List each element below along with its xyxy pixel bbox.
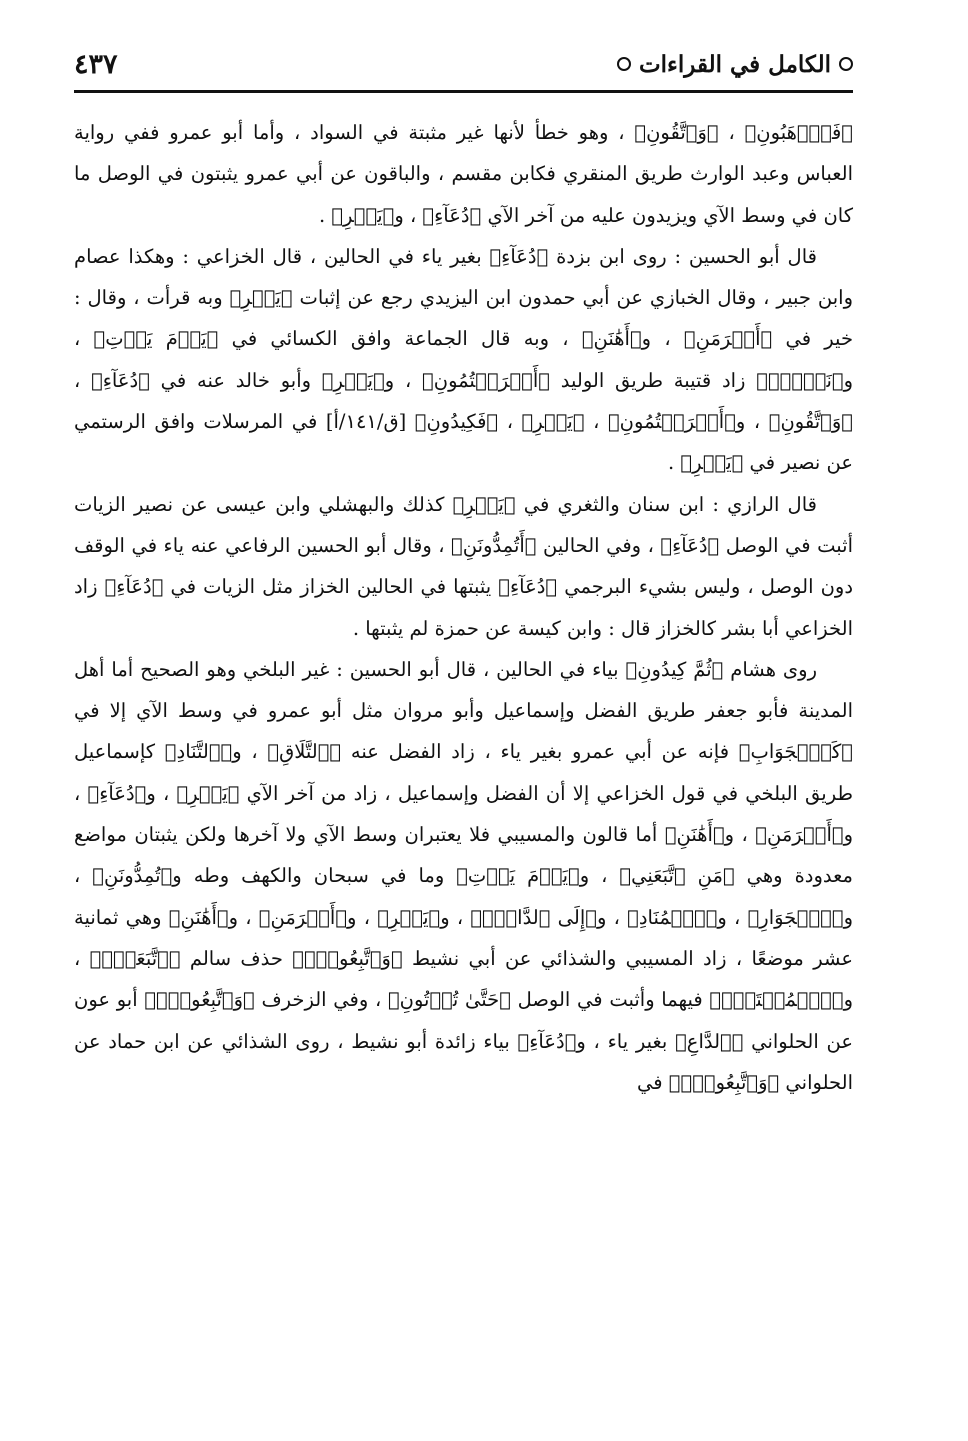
running-title xyxy=(617,51,853,78)
running-title-text: الكامل في القراءات xyxy=(639,50,831,78)
page-body xyxy=(74,112,853,1103)
circle-ornament-icon xyxy=(839,57,853,71)
page-number: ٤٣٧ xyxy=(74,48,118,80)
page-header xyxy=(74,38,853,93)
circle-ornament-icon xyxy=(617,57,631,71)
paragraph: قال الرازي : ابن سنان والثغري في ﴿يَسۡرِ﴾ كذلك والبهشلي وابن عيسى عن نصير الزيات أثبت في الوصل ﴿دُعَآءِ﴾ ، وفي الحالين ﴿أَتُمِدُّونَنِ﴾ ، وقال أبو الحسين الرفاعي عنه ياء في الوقف دون الوصل ، وليس بشيء البرجمي ﴿دُعَآءِ﴾ يثبتها في الحالين الخزاز مثل الزيات في ﴿دُعَآءِ﴾ زاد الخزاعي أبا بشر كالخزاز قال : وابن كيسة عن حمزة لم يثبتها . xyxy=(74,492,853,640)
paragraph: قال أبو الحسين : روى ابن بزدة ﴿دُعَآءِ﴾ بغير ياء في الحالين ، قال الخزاعي : وهكذا عصام وابن جبير ، وقال الخبازي عن أبي حمدون ابن اليزيدي رجع عن إثبات ﴿يَسۡرِ﴾ وبه قرأت ، وقال : خير في ﴿أَكۡرَمَنِ﴾ ، و﴿أَهَٰنَنِ﴾ ، وبه قال الجماعة وافق الكسائي في ﴿يَوۡمَ يَأۡتِ﴾ ، و﴿نَبۡغِۚ﴾ زاد قتيبة طريق الوليد ﴿أَشۡرَكۡتُمُونِ﴾ ، و﴿يَسۡرِ﴾ وأبو خالد عنه في ﴿دُعَآءِ﴾ ، ﴿وَٱتَّقُونِ﴾ ، و﴿أَشۡرَكۡتُمُونِ﴾ ، ﴿يَسۡرِ﴾ ، ﴿فَكِيدُونِ﴾ [ق/١٤١/أ] في المرسلات وافق الرستمي عن نصير في ﴿يَسۡرِ﴾ . xyxy=(74,244,853,475)
paragraph: روى هشام ﴿ثُمَّ كِيدُونِ﴾ بياء في الحالين ، قال أبو الحسين : غير البلخي وهو الصحيح أما أهل المدينة فأبو جعفر طريق الفضل وإسماعيل وأبو مروان مثل أبو عمرو في وسط الآي إلا في ﴿كَٱلۡجَوَابِ﴾ فإنه عن أبي عمرو بغير ياء ، زاد الفضل عنه ﴿ٱلتَّلَاقِ﴾ ، و﴿ٱلتَّنَادِ﴾ كإسماعيل طريق البلخي في قول الخزاعي إلا أن الفضل وإسماعيل ، زاد من آخر الآي ﴿يَسۡرِ﴾ ، و﴿دُعَآءِ﴾ ، و﴿أَكۡرَمَنِ﴾ ، و﴿أَهَٰنَنِ﴾ أما قالون والمسيبي فلا يعتبران وسط الآي ولا آخرها ولكن يثبتان مواضع معدودة وهي ﴿مَنِ ٱتَّبَعَنِي﴾ ، و﴿يَوۡمَ يَأۡتِ﴾ وما في سبحان والكهف وطه و﴿تُمِدُّونَنِ﴾ ، و﴿ٱلۡجَوَارِ﴾ ، و﴿ٱلۡمُنَادِ﴾ ، و﴿إِلَى ٱلدَّاعِۖ﴾ ، و﴿يَسۡرِ﴾ ، و﴿أَكۡرَمَنِ﴾ ، و﴿أَهَٰنَنِ﴾ وهي ثمانية عشر موضعًا ، زاد المسيبي والشذائي عن أبي نشيط ﴿وَٱتَّبِعُونِۚ﴾ حذف سالم ﴿ٱتَّبَعَنِۗ﴾ ، و﴿ٱلۡمُهۡتَدِۖ﴾ فيهما وأثبت في الوصل ﴿حَتَّىٰ تُؤۡتُونِ﴾ ، وفي الزخرف ﴿وَٱتَّبِعُونِۚ﴾ أبو عون عن الحلواني ﴿ٱلدَّاعِ﴾ بغير ياء ، و﴿دُعَآءِ﴾ بياء زائدة أبو نشيط ، روى الشذائي عن ابن حماد عن الحلواني ﴿وَٱتَّبِعُونِۚ﴾ في xyxy=(74,657,853,1094)
paragraph: ﴿فَٱرۡهَبُونِ﴾ ، ﴿وَٱتَّقُونِ﴾ ، وهو خطأ لأنها غير مثبتة في السواد ، وأما أبو عمرو ففي رواية العباس وعبد الوارث طريق المنقري فكابن مقسم ، والباقون عن أبي عمرو يثبتون في الوصل ما كان في وسط الآي ويزيدون عليه من آخر الآي ﴿دُعَآءِ﴾ ، و﴿يَسۡرِ﴾ . xyxy=(74,121,853,227)
